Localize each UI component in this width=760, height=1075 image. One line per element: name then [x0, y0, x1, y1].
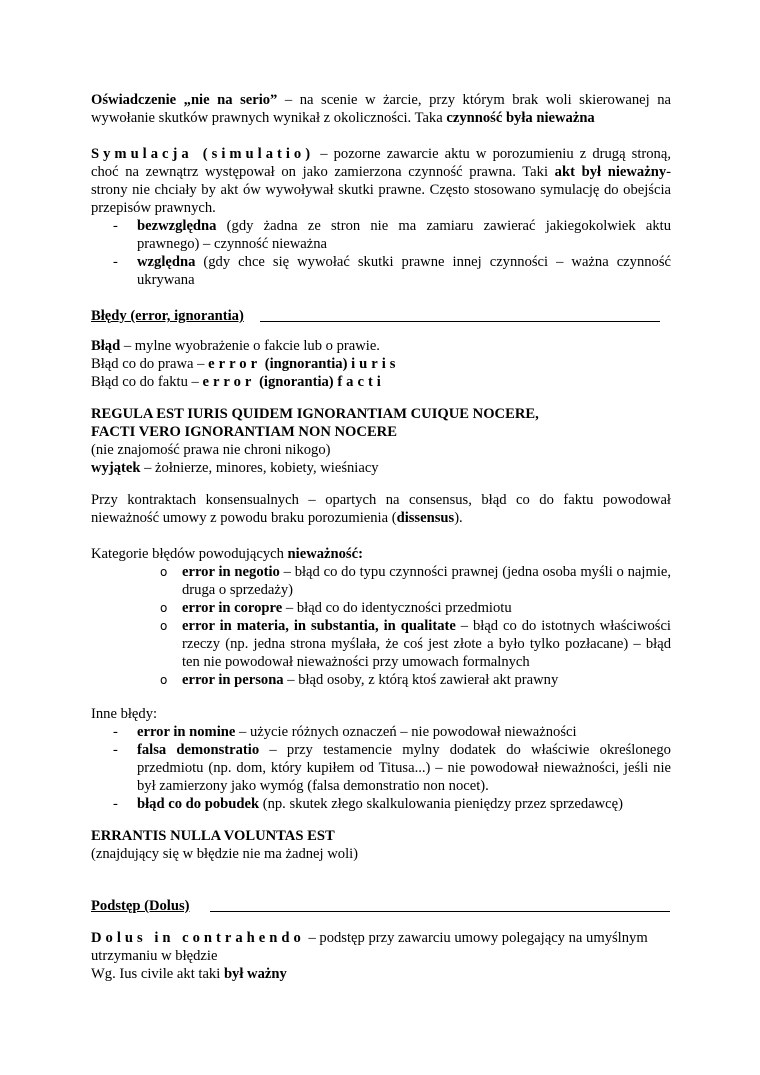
- list-bullet: -: [113, 218, 118, 234]
- list-item: względna (gdy chce się wywołać skutki prawne innej czynności – ważna czynność ukrywana: [137, 254, 671, 288]
- regula-exception: wyjątek – żołnierze, minores, kobiety, wieśniacy: [91, 460, 379, 476]
- paragraph-nie-na-serio: Oświadczenie „nie na serio” – na scenie w żarcie, przy którym brak woli skierowanej na wywołanie skutków prawnych wynikał z okoliczności. Taka czynność była nieważna: [91, 92, 671, 126]
- paragraph-symulacja: Symulacja (simulatio) – pozorne zawarcie aktu w porozumieniu z drugą stroną, choć na zewnątrz występował on jako zamierzona czynność prawna. Taki akt był nieważny- strony nie chciały by akt ów wywoływał skutki prawne. Często stosowano symulację do obejścia przepisów prawnych.: [91, 146, 671, 216]
- list-item: error in nomine – użycie różnych oznaczeń – nie powodował nieważności: [137, 724, 577, 740]
- section-heading-bledy: Błędy (error, ignorantia): [91, 308, 244, 324]
- paragraph-dolus: Dolus in contrahendo – podstęp przy zawarciu umowy polegający na umyślnym utrzymaniu w błędzie: [91, 930, 648, 964]
- categories-intro: Kategorie błędów powodujących nieważność:: [91, 546, 363, 562]
- dolus-validity: Wg. Ius civile akt taki był ważny: [91, 966, 287, 982]
- heading-underline: [210, 911, 670, 912]
- list-item: błąd co do pobudek (np. skutek złego skalkulowania pieniędzy przez sprzedawcę): [137, 796, 623, 812]
- definition-blad-prawa: Błąd co do prawa – error (ingnorantia) iuris: [91, 356, 400, 372]
- list-bullet: -: [113, 796, 118, 812]
- list-bullet: -: [113, 742, 118, 758]
- list-item: error in coropre – błąd co do identyczności przedmiotu: [182, 600, 512, 616]
- list-item: falsa demonstratio – przy testamencie mylny dodatek do właściwie określonego przedmiotu (np. dom, który kupiłem od Titusa...) – nie powodował nieważności, jeśli nie był zamierzony jako wymóg (falsa demonstratio non nocet).: [137, 742, 671, 794]
- section-heading-podstep: Podstęp (Dolus): [91, 898, 190, 914]
- list-bullet: -: [113, 254, 118, 270]
- list-bullet: o: [160, 619, 168, 633]
- regula-line-2: FACTI VERO IGNORANTIAM NON NOCERE: [91, 424, 397, 440]
- errantis-maxim: ERRANTIS NULLA VOLUNTAS EST: [91, 828, 335, 844]
- definition-blad: Błąd – mylne wyobrażenie o fakcie lub o prawie.: [91, 338, 380, 354]
- list-bullet: o: [160, 673, 168, 687]
- definition-blad-faktu: Błąd co do faktu – error (ignorantia) facti: [91, 374, 385, 390]
- list-bullet: o: [160, 565, 168, 579]
- regula-translation: (nie znajomość prawa nie chroni nikogo): [91, 442, 331, 458]
- heading-underline: [260, 321, 660, 322]
- errantis-translation: (znajdujący się w błędzie nie ma żadnej woli): [91, 846, 359, 862]
- regula-line-1: REGULA EST IURIS QUIDEM IGNORANTIAM CUIQUE NOCERE,: [91, 406, 539, 422]
- paragraph-kontrakty: Przy kontraktach konsensualnych – opartych na consensus, błąd co do faktu powodował nieważność umowy z powodu braku porozumienia (dissensus).: [91, 492, 671, 526]
- list-item: error in negotio – błąd co do typu czynności prawnej (jedna osoba myśli o najmie, druga o sprzedaży): [182, 564, 671, 598]
- list-bullet: -: [113, 724, 118, 740]
- list-item: error in materia, in substantia, in qualitate – błąd co do istotnych właściwości rzeczy (np. jedna strona myślała, że coś jest złote a było tylko pozłacane) – błąd ten nie powodował nieważności przy umowach formalnych: [182, 618, 671, 670]
- other-errors-title: Inne błędy:: [91, 706, 158, 722]
- list-item: error in persona – błąd osoby, z którą ktoś zawierał akt prawny: [182, 672, 559, 688]
- list-bullet: o: [160, 601, 168, 615]
- list-item: bezwzględna (gdy żadna ze stron nie ma zamiaru zawierać jakiegokolwiek aktu prawnego) – czynność nieważna: [137, 218, 671, 252]
